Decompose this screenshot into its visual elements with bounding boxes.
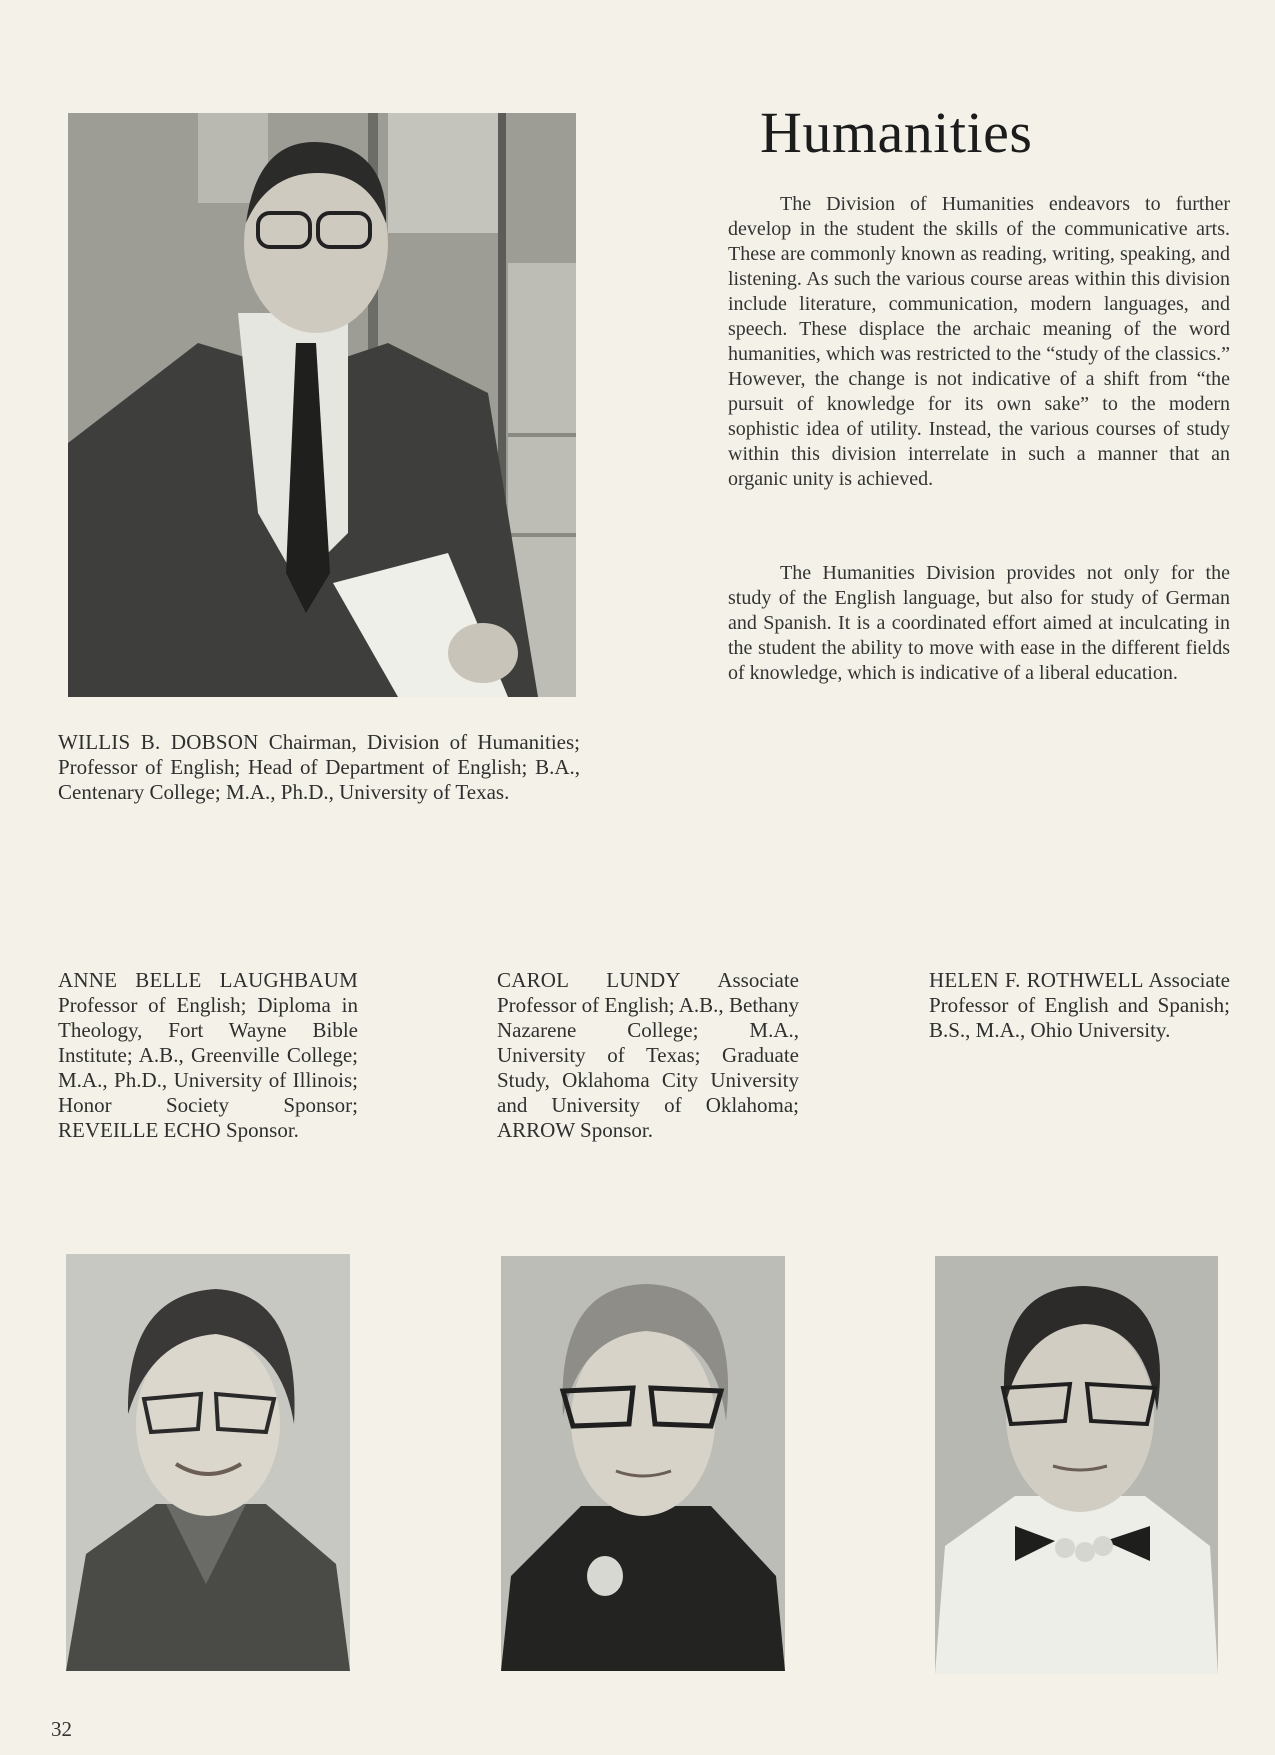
portrait-carol-lundy xyxy=(501,1256,785,1671)
portrait-willis-dobson xyxy=(68,113,576,697)
intro-paragraph-2: The Humanities Division provides not only for the study of the English language, but also for study of German and Spanish. It is a coordinated effort aimed at inculcating in the student the ability to move with ease in the different fields of knowledge, which is indicative of a liberal education. xyxy=(728,562,1230,684)
portrait-helen-rothwell xyxy=(935,1256,1218,1674)
faculty-details: Chairman, Division of Humanities; Professor of English; Head of Department of English; B.A., Centenary College; M.A., Ph.D., University of Texas. xyxy=(58,730,580,804)
faculty-details: Professor of English; Diploma in Theology, Fort Wayne Bible Institute; A.B., Greenville College; M.A., Ph.D., University of Illinois; Honor Society Sponsor; REVEILLE ECHO Sponsor. xyxy=(58,993,358,1142)
faculty-name: ANNE BELLE LAUGHBAUM xyxy=(58,968,358,992)
page-title: Humanities xyxy=(760,100,1033,165)
faculty-details: Associate Professor of English and Spanish; B.S., M.A., Ohio University. xyxy=(929,968,1230,1042)
caption-willis-dobson xyxy=(58,730,580,805)
faculty-details: Associate Professor of English; A.B., Bethany Nazarene College; M.A., University of Texas; Graduate Study, Oklahoma City University and University of Oklahoma; ARROW Sponsor. xyxy=(497,968,799,1142)
caption-anne-belle-laughbaum xyxy=(58,968,358,1143)
caption-carol-lundy xyxy=(497,968,799,1143)
faculty-name: WILLIS B. DOBSON xyxy=(58,730,259,754)
page-number: 32 xyxy=(51,1717,72,1741)
faculty-name: CAROL LUNDY xyxy=(497,968,681,992)
caption-helen-rothwell xyxy=(929,968,1230,1043)
faculty-name: HELEN F. ROTHWELL xyxy=(929,968,1144,992)
portrait-anne-belle-laughbaum xyxy=(66,1254,350,1671)
intro-paragraph-1: The Division of Humanities endeavors to further develop in the student the skills of the communicative arts. These are commonly known as reading, writing, speaking, and listening. As such the various course areas within this division include literature, communication, modern languages, and speech. These displace the archaic meaning of the word humanities, which was restricted to the “study of the classics.” However, the change is not indicative of a shift from “the pursuit of knowledge for its own sake” to the modern sophistic idea of utility. Instead, the various courses of study within this division interrelate in such a manner that an organic unity is achieved. xyxy=(728,193,1230,490)
